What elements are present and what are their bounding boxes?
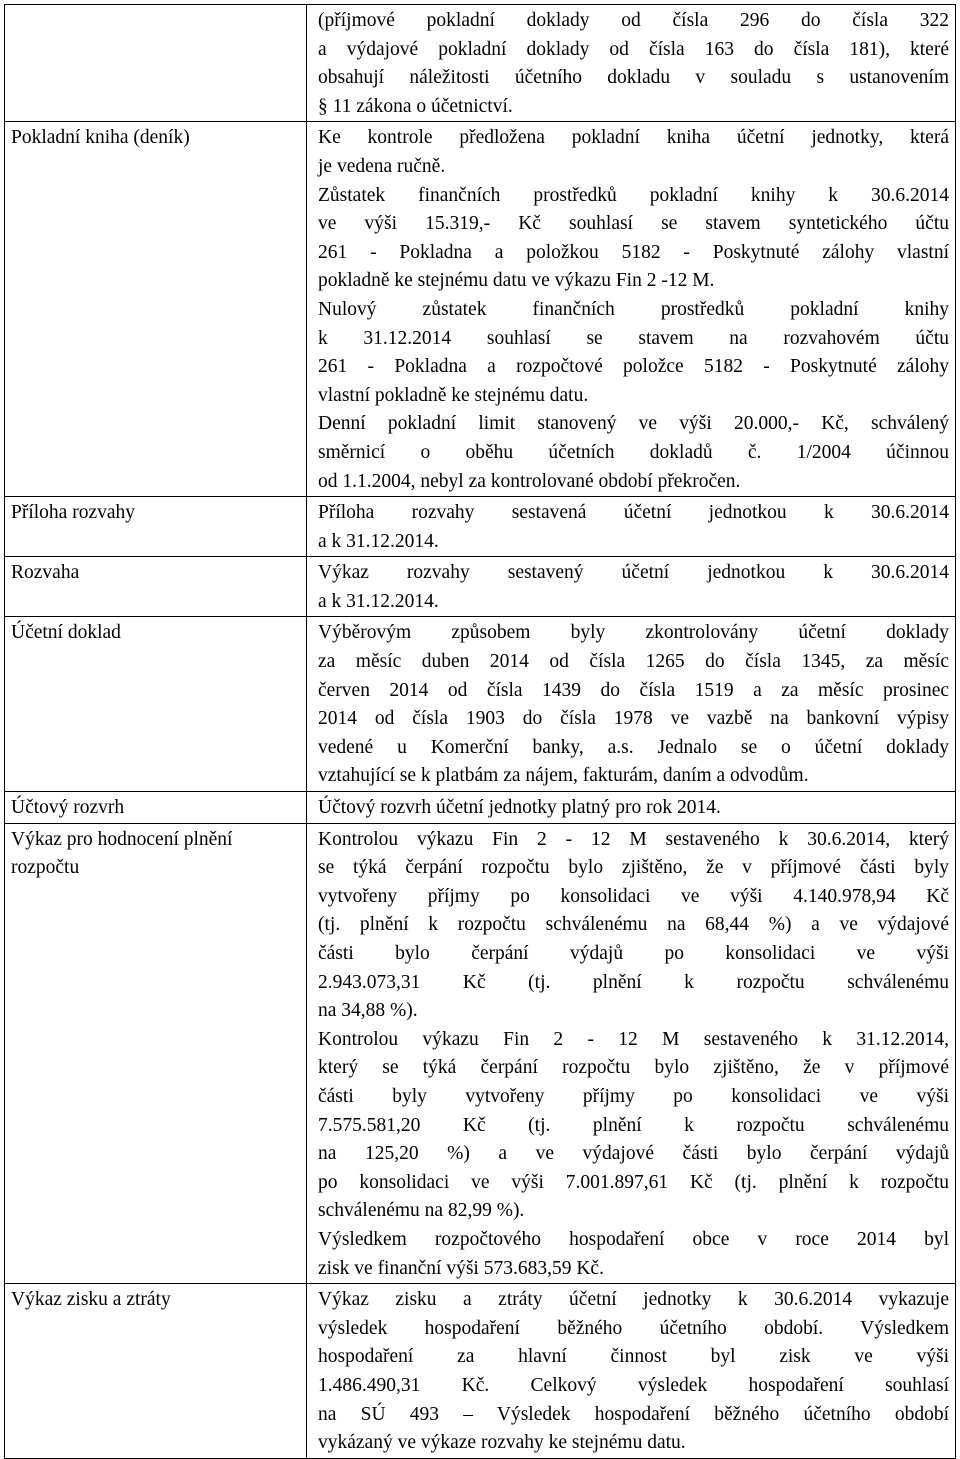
row-content-cell xyxy=(307,823,956,1284)
row-label-cell xyxy=(5,497,307,557)
content-line: Kontrolou výkazu Fin 2 - 12 M sestaveného k 30.6.2014, který xyxy=(318,828,949,850)
row-label-cell xyxy=(5,792,307,824)
content-line: Účtový rozvrh účetní jednotky platný pro rok 2014. xyxy=(318,797,721,819)
content-line: vztahující se k platbám za nájem, fakturám, daním a odvodům. xyxy=(318,765,809,787)
table-row xyxy=(5,5,956,122)
content-line: Denní pokladní limit stanovený ve výši 20.000,- Kč, schválený xyxy=(318,413,949,435)
content-line: 2.943.073,31 Kč (tj. plnění k rozpočtu schválenému xyxy=(318,971,949,993)
table-row xyxy=(5,792,956,824)
content-line: schválenému na 82,99 %). xyxy=(318,1200,525,1222)
row-label: Pokladní kniha (deník) xyxy=(11,127,190,149)
table-row xyxy=(5,557,956,617)
content-line: na 34,88 %). xyxy=(318,1000,418,1022)
content-line: 2014 od čísla 1903 do čísla 1978 ve vazbě na bankovní výpisy xyxy=(318,708,949,730)
table-row xyxy=(5,617,956,792)
row-label: Výkaz pro hodnocení plnění xyxy=(11,828,233,850)
content-line: vlastní pokladně ke stejnému datu. xyxy=(318,384,589,406)
row-label: Rozvaha xyxy=(11,562,80,584)
content-line: výsledek hospodaření běžného účetního období. Výsledkem xyxy=(318,1317,949,1339)
row-content-cell xyxy=(307,1284,956,1459)
content-line: obsahují náležitosti účetního dokladu v souladu s ustanovením xyxy=(318,67,949,89)
table-row xyxy=(5,497,956,557)
content-line: vedené u Komerční banky, a.s. Jednalo se o účetní doklady xyxy=(318,736,949,758)
content-line: části bylo čerpání výdajů po konsolidaci ve výši xyxy=(318,943,949,964)
content-line: hospodaření za hlavní činnost byl zisk ve výši xyxy=(318,1346,949,1368)
row-content-cell xyxy=(307,497,956,557)
content-line: Nulový zůstatek finančních prostředků pokladní knihy xyxy=(318,298,949,320)
row-content-cell xyxy=(307,5,956,122)
content-line: pokladně ke stejnému datu ve výkazu Fin 2 -12 M. xyxy=(318,270,715,292)
row-label-cell xyxy=(5,5,307,122)
content-line: a výdajové pokladní doklady od čísla 163 do čísla 181), které xyxy=(318,38,949,60)
content-line: vykázaný ve výkaze rozvahy ke stejnému datu. xyxy=(318,1432,686,1454)
row-label: Výkaz zisku a ztráty xyxy=(11,1289,171,1311)
content-line: od 1.1.2004, nebyl za kontrolované období překročen. xyxy=(318,470,741,492)
content-line: Příloha rozvahy sestavená účetní jednotkou k 30.6.2014 xyxy=(318,502,949,524)
content-line: Ke kontrole předložena pokladní kniha účetní jednotky, která xyxy=(318,127,949,149)
content-line: Zůstatek finančních prostředků pokladní knihy k 30.6.2014 xyxy=(318,184,949,206)
content-line: 7.575.581,20 Kč (tj. plnění k rozpočtu schválenému xyxy=(318,1114,949,1136)
row-content-cell xyxy=(307,617,956,792)
row-label-cell xyxy=(5,823,307,1284)
content-line: § 11 zákona o účetnictví. xyxy=(318,95,513,117)
content-line: a k 31.12.2014. xyxy=(318,590,439,612)
table-row xyxy=(5,823,956,1284)
content-line: 261 - Pokladna a položkou 5182 - Poskytnuté zálohy vlastní xyxy=(318,241,949,263)
content-line: Kontrolou výkazu Fin 2 - 12 M sestaveného k 31.12.2014, xyxy=(318,1028,949,1050)
content-line: je vedena ručně. xyxy=(318,155,446,177)
row-label: Účtový rozvrh xyxy=(11,797,125,819)
table-body xyxy=(5,5,956,1459)
content-line: části byly vytvořeny příjmy po konsolidaci ve výši xyxy=(318,1085,949,1107)
content-line: Výběrovým způsobem byly zkontrolovány účetní doklady xyxy=(318,622,949,644)
row-label-cell xyxy=(5,122,307,497)
content-line: červen 2014 od čísla 1439 do čísla 1519 a za měsíc prosinec xyxy=(318,679,949,701)
content-line: po konsolidaci ve výši 7.001.897,61 Kč (tj. plnění k rozpočtu xyxy=(318,1171,949,1193)
content-line: (tj. plnění k rozpočtu schválenému na 68,44 %) a ve výdajové xyxy=(318,914,949,936)
row-label-cell xyxy=(5,557,307,617)
row-label: Příloha rozvahy xyxy=(11,502,136,524)
content-line: ve výši 15.319,- Kč souhlasí se stavem syntetického účtu xyxy=(318,213,949,235)
content-line: 1.486.490,31 Kč. Celkový výsledek hospodaření souhlasí xyxy=(318,1374,949,1396)
content-line: a k 31.12.2014. xyxy=(318,530,439,552)
row-content-cell xyxy=(307,792,956,824)
content-line: na SÚ 493 – Výsledek hospodaření běžného účetního období xyxy=(318,1403,949,1425)
content-line: vytvořeny příjmy po konsolidaci ve výši 4.140.978,94 Kč xyxy=(318,885,949,907)
content-line: za měsíc duben 2014 od čísla 1265 do čísla 1345, za měsíc xyxy=(318,651,949,673)
row-content-cell xyxy=(307,122,956,497)
row-content-cell xyxy=(307,557,956,617)
row-label: rozpočtu xyxy=(11,857,80,879)
content-line: Výkaz rozvahy sestavený účetní jednotkou k 30.6.2014 xyxy=(318,562,949,584)
content-line: se týká čerpání rozpočtu bylo zjištěno, že v příjmové části byly xyxy=(318,857,949,879)
row-label: Účetní doklad xyxy=(11,622,121,644)
content-line: který se týká čerpání rozpočtu bylo zjištěno, že v příjmové xyxy=(318,1057,949,1079)
content-line: (příjmové pokladní doklady od čísla 296 do čísla 322 xyxy=(318,10,949,31)
row-label-cell xyxy=(5,617,307,792)
table-row xyxy=(5,122,956,497)
report-table xyxy=(4,4,956,1459)
content-line: zisk ve finanční výši 573.683,59 Kč. xyxy=(318,1257,604,1279)
content-line: na 125,20 %) a ve výdajové části bylo čerpání výdajů xyxy=(318,1143,949,1165)
table-row xyxy=(5,1284,956,1459)
content-line: Výkaz zisku a ztráty účetní jednotky k 30.6.2014 vykazuje xyxy=(318,1289,949,1311)
content-line: 261 - Pokladna a rozpočtové položce 5182 - Poskytnuté zálohy xyxy=(318,356,949,378)
row-label xyxy=(11,7,306,36)
content-line: směrnicí o oběhu účetních dokladů č. 1/2004 účinnou xyxy=(318,441,949,463)
content-line: k 31.12.2014 souhlasí se stavem na rozvahovém účtu xyxy=(318,327,949,349)
content-line: Výsledkem rozpočtového hospodaření obce v roce 2014 byl xyxy=(318,1228,949,1250)
row-label-cell xyxy=(5,1284,307,1459)
